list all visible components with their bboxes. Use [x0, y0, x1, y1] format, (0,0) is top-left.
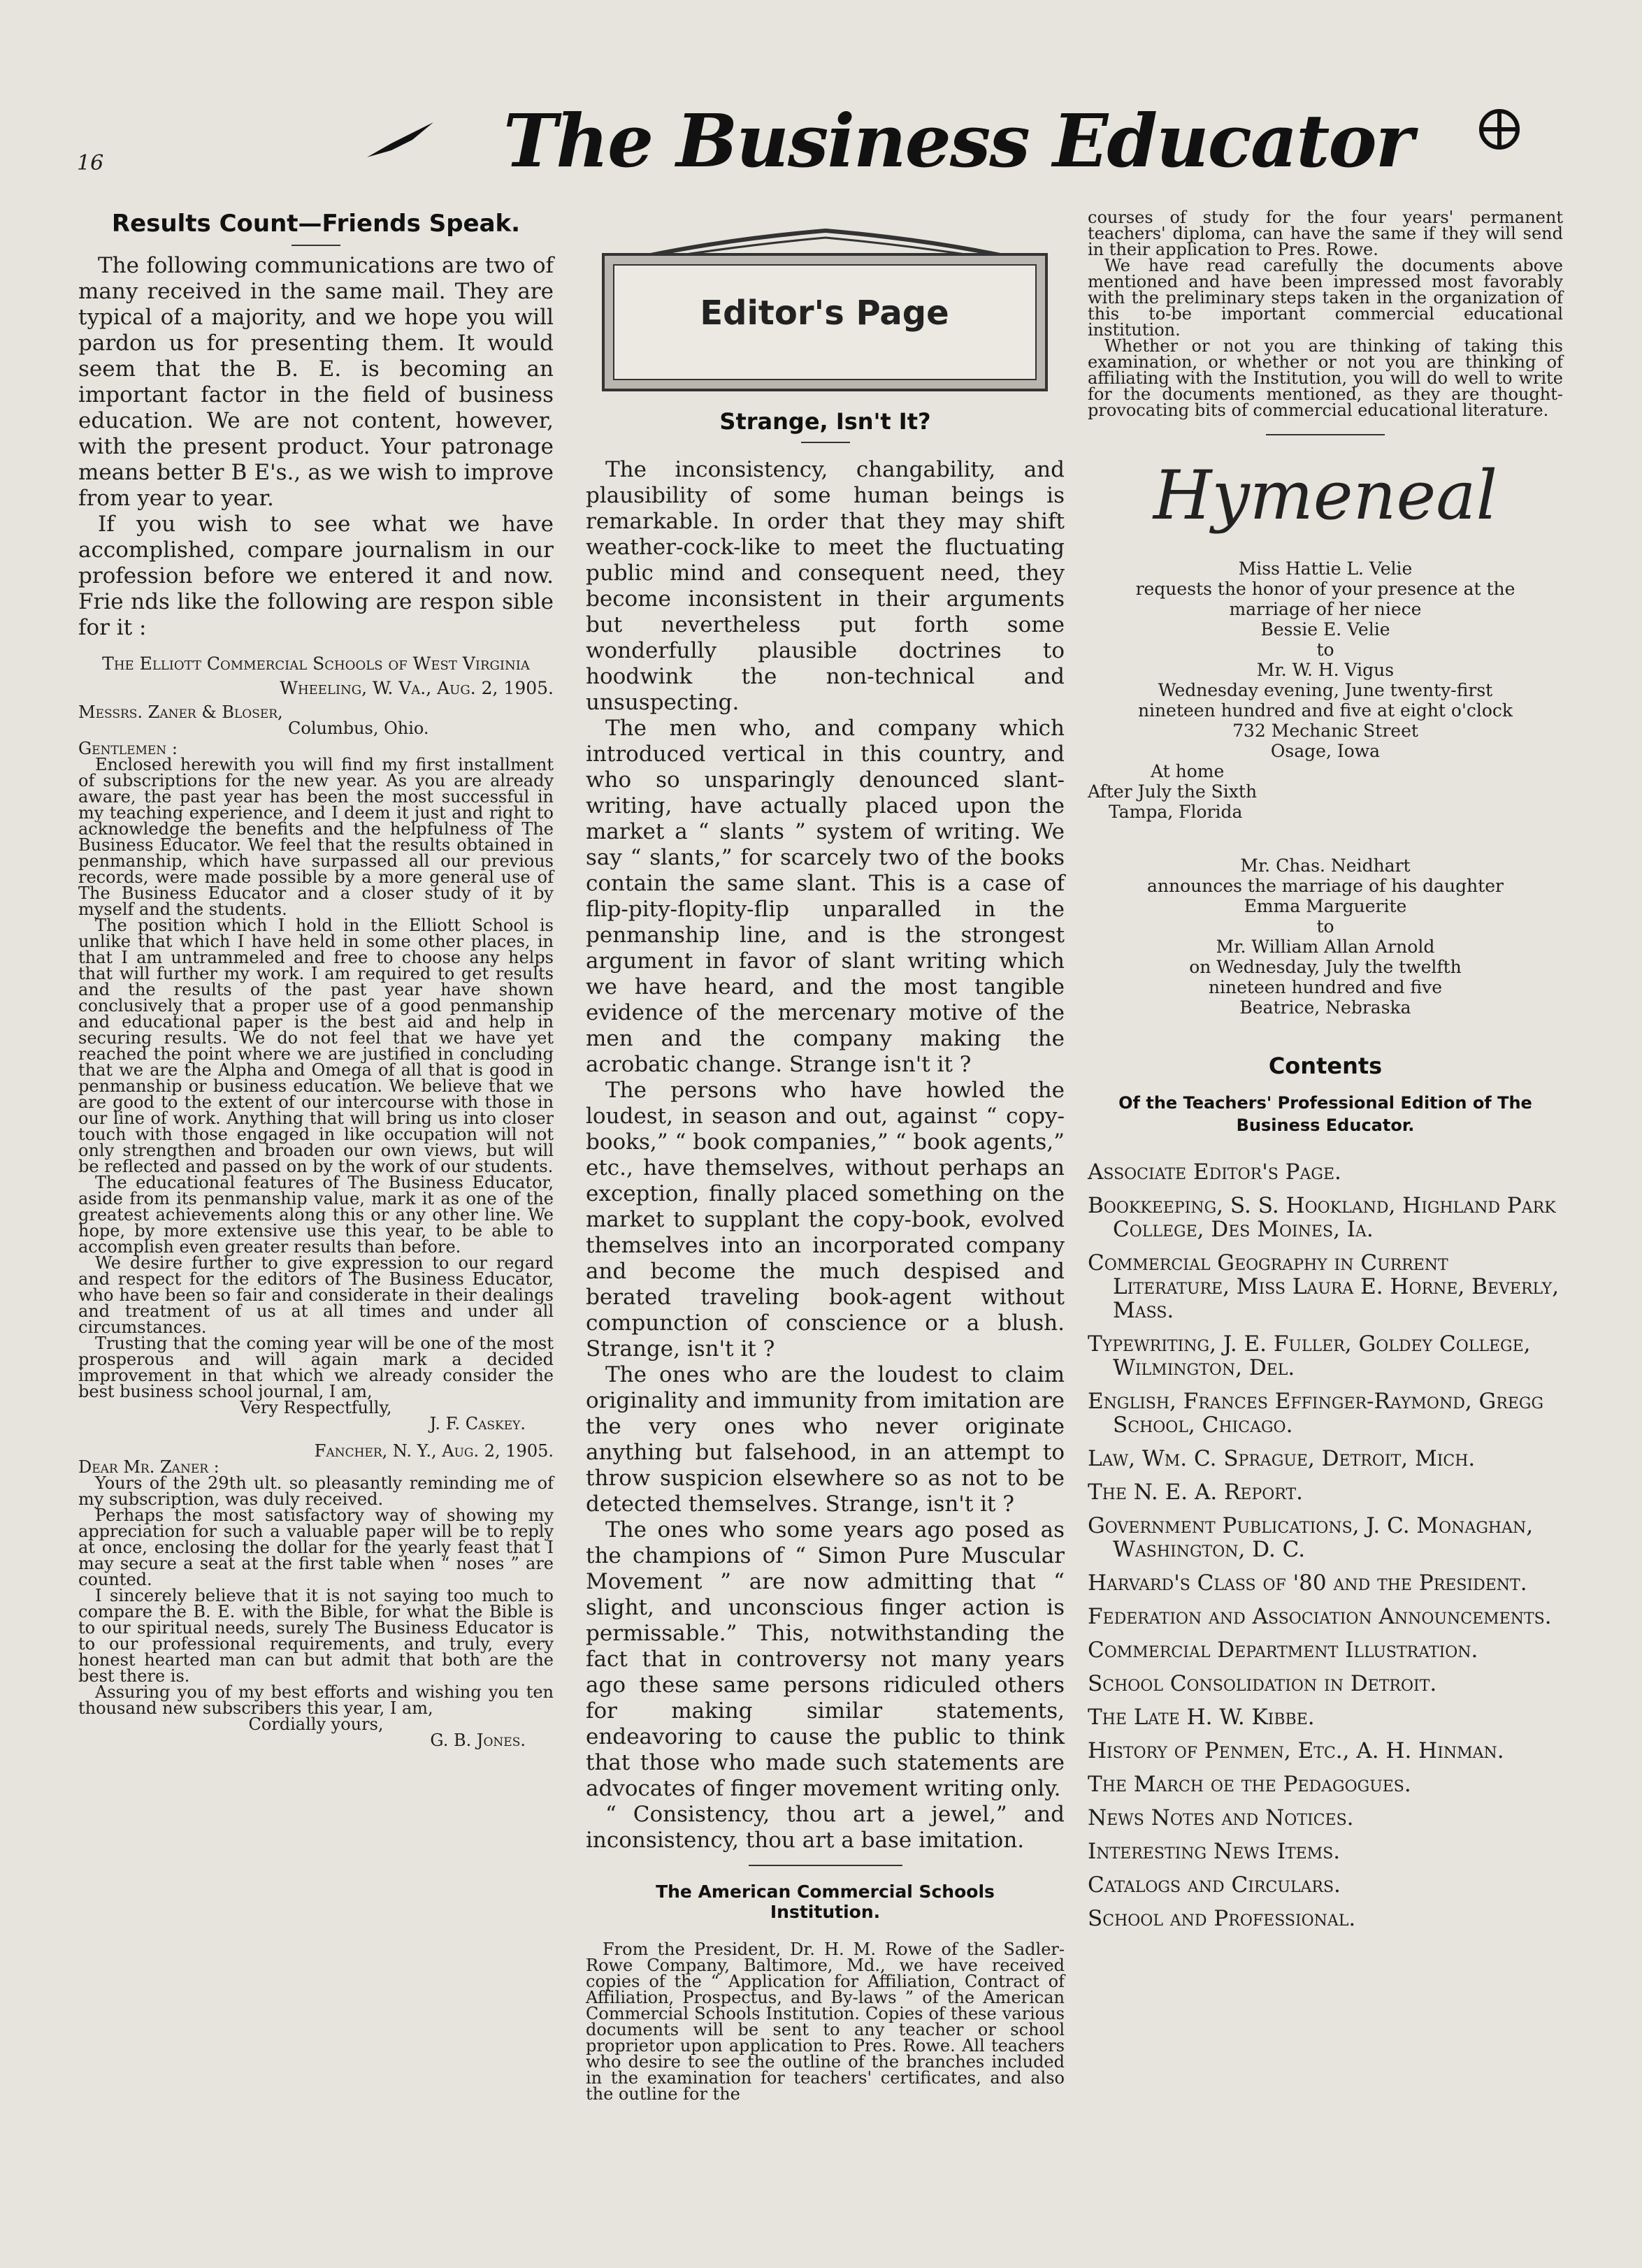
strange-paragraph: The ones who are the loudest to claim originality and immunity from imitation are the very ones who never originate anything but falsehood, in an attempt to throw suspicion elsewhere so as not to be detected themselves. Strange, isn't it ?	[586, 1362, 1065, 1517]
announcement-line: nineteen hundred and five at eight o'clock	[1137, 700, 1513, 721]
contents-item: Interesting News Items.	[1088, 1839, 1341, 1864]
letter1-signature: J. F. Caskey.	[429, 1414, 526, 1433]
announcement-line: nineteen hundred and five	[1208, 977, 1443, 997]
page-number: 16	[77, 151, 104, 175]
hymeneal-heading: Hymeneal	[1153, 456, 1498, 535]
letter1-salutation: Gentlemen :	[78, 739, 178, 758]
announcement-line: Tampa, Florida	[1109, 802, 1243, 822]
contents-list	[1088, 1160, 1563, 1930]
announcement-line: Bessie E. Velie	[1260, 619, 1390, 640]
quill-icon	[363, 119, 440, 161]
contents-item: Bookkeeping, S. S. Hookland, Highland Park College, Des Moines, Ia.	[1088, 1193, 1556, 1242]
letter1-paragraph: We desire further to give expression to our regard and respect for the editors of The Business Educator, who have been so fair and considerate in their dealings and treatment of us at all times and under all circumstances.	[78, 1253, 554, 1337]
contents-item: Government Publications, J. C. Monaghan, Washington, D. C.	[1088, 1513, 1534, 1562]
letter1-paragraph: Enclosed herewith you will find my first installment of subscriptions for the new year. As you are already aware, the past year has been the most successful in my teaching experience, and I deem it just and right to acknowledge the benefits and the helpfulness of The Business Educator. We feel that the results obtained in penmanship, which have surpassed all our previous records, were made possible by a more general use of The Business Educator and a closer study of it by myself and the students.	[78, 755, 554, 919]
aci-paragraph: We have read carefully the documents above mentioned and have been impressed most favorably with the preliminary steps taken in the organization of this to-be important commercial educational institution.	[1088, 256, 1563, 340]
strange-paragraph: The persons who have howled the loudest, in season and out, against “ copy-books,” “ book companies,” “ book agents,” etc., have themselves, without perhaps an exception, finally placed something on the market to supplant the copy-book, evolved themselves into an incorporated company and become the much despised and berated traveling book-agent without compunction of conscience or a blush. Strange, isn't it ?	[586, 1078, 1065, 1361]
announcement-line: Osage, Iowa	[1270, 741, 1381, 761]
letter1-org: The Elliott Commercial Schools of West Virginia	[102, 653, 530, 674]
strange-paragraph: The inconsistency, changability, and plausibility of some human beings is remarkable. In order that they may shift weather-cock-like to meet the fluctuating public mind and consequent need, they become inconsistent in their arguments but nevertheless put forth some wonderfully plausible doctrines to hoodwink the non-technical and unsuspecting.	[586, 457, 1065, 715]
wedding-announcement-velie	[1088, 558, 1563, 822]
letter1-close: Very Respectfully,	[240, 1398, 392, 1417]
announcement-line: Mr. W. H. Vigus	[1256, 660, 1395, 680]
editor-page-label: Editor's Page	[700, 294, 949, 333]
contents-item: Federation and Association Announcements.	[1088, 1604, 1552, 1629]
letter2-place: Fancher, N. Y., Aug. 2, 1905.	[314, 1441, 554, 1461]
strange-paragraph: “ Consistency, thou art a jewel,” and inconsistency, thou art a base imitation.	[586, 1802, 1065, 1853]
column-results	[78, 210, 554, 1749]
contents-item: Associate Editor's Page.	[1088, 1160, 1341, 1185]
contents-item: The N. E. A. Report.	[1088, 1480, 1304, 1505]
contents-item: Catalogs and Circulars.	[1088, 1872, 1341, 1898]
announcement-line: After July the Sixth	[1088, 781, 1258, 802]
contents-item: Commercial Geography in Current Literature, Miss Laura E. Horne, Beverly, Mass.	[1088, 1250, 1560, 1323]
strange-paragraph: The ones who some years ago posed as the champions of “ Simon Pure Muscular Movement ” are now admitting that “ slight, and unconscious finger action is permissable.” This, notwithstanding the fact that in controversy not many years ago these same persons ridiculed others for making similar statements, endeavoring to cause the public to think that those who made such statements are advocates of finger movement writing only.	[586, 1517, 1065, 1801]
announcement-line: Miss Hattie L. Velie	[1238, 558, 1413, 579]
contents-item: School Consolidation in Detroit.	[1088, 1671, 1437, 1696]
aci-paragraph: From the President, Dr. H. M. Rowe of the Sadler-Rowe Company, Baltimore, Md., we have received copies of the “ Application for Affiliation, Contract of Affiliation, Prospectus, and By-laws ” of the American Commercial Schools Institution. Copies of these various documents will be sent to any teacher or school proprietor upon application to Pres. Rowe. All teachers who desire to see the outline of the branches included in the examination for teachers' certificates, and also the outline for the	[586, 1940, 1065, 2104]
announcement-line: Emma Marguerite	[1244, 896, 1407, 916]
letter1-to: Messrs. Zaner & Bloser,	[78, 702, 283, 722]
letter2-salutation: Dear Mr. Zaner :	[78, 1457, 219, 1477]
contents-item: Commercial Department Illustration.	[1088, 1638, 1478, 1663]
contents-heading: Contents	[1268, 1053, 1383, 1079]
announcement-line: Mr. Chas. Neidhart	[1240, 855, 1411, 876]
letter1-paragraph: The position which I hold in the Elliott School is unlike that which I have held in some other places, in that I am untrammeled and free to choose any helps that will further my work. I am required to get results and the results of the past year have shown conclusively that a proper use of a good penmanship and educational paper is the best aid and help in securing results. We do not feel that we have yet reached the point where we are justified in concluding that we are the Alpha and Omega of all that is good in penmanship or business education. We believe that we are good to the extent of our intercourse with those in our line of work. Anything that will bring us into closer touch with those engaged in like occupation will not only strengthen and broaden our own views, but will be reflected and passed on by the work of our students.	[78, 916, 554, 1176]
letter2-paragraph: Assuring you of my best efforts and wishing you ten thousand new subscribers this year, I am,	[78, 1682, 554, 1718]
wedding-announcement-neidhart	[1088, 855, 1563, 1018]
announcement-line: At home	[1151, 761, 1225, 781]
aci-continued: courses of study for the four years' permanent teachers' diploma, can have the same if they will send in their application to Pres. Rowe.	[1088, 208, 1563, 259]
results-heading: Results Count—Friends Speak.	[111, 210, 521, 238]
strange-paragraph: The men who, and company which introduced vertical in this country, and who so unsparingly denounced slant-writing, have actually placed upon the market a “ slants ” system of writing. We say “ slants,” for scarcely two of the books contain the same slant. This is a case of flip-pity-flopity-flip unparalled in the penmanship line, and is the strongest argument in favor of slant writing which we have heard, and the most tangible evidence of the mercenary motive of the men and the company making the acrobatic change. Strange isn't it ?	[586, 716, 1065, 1077]
strange-heading: Strange, Isn't It?	[719, 408, 931, 435]
contents-item: The Late H. W. Kibbe.	[1088, 1705, 1315, 1730]
letter2-paragraph: Yours of the 29th ult. so pleasantly reminding me of my subscription, was duly received.	[78, 1473, 554, 1509]
aci-heading: The American Commercial Schools Institution.	[656, 1881, 995, 1922]
contents-item: School and Professional.	[1088, 1906, 1356, 1931]
contents-item: Law, Wm. C. Sprague, Detroit, Mich.	[1088, 1446, 1476, 1471]
announcement-line: requests the honor of your presence at the	[1135, 579, 1515, 599]
letter2-paragraph: Perhaps the most satisfactory way of showing my appreciation for such a valuable paper will be to reply at once, enclosing the dollar for the yearly feast that I may secure a seat at the first table when “ noses ” are counted.	[78, 1505, 554, 1589]
announcement-line: Wednesday evening, June twenty-first	[1158, 680, 1493, 700]
contents-item: Typewriting, J. E. Fuller, Goldey College, Wilmington, Del.	[1088, 1331, 1531, 1380]
announcement-line: announces the marriage of his daughter	[1146, 876, 1504, 896]
masthead	[363, 98, 1552, 182]
letter2-close: Cordially yours,	[248, 1714, 384, 1734]
contents-subheading: Of the Teachers' Professional Edition of The Business Educator.	[1118, 1093, 1532, 1135]
results-intro-1: The following communications are two of many received in the same mail. They are typical of a majority, and we hope you will pardon us for presenting them. It would seem that the B. E. is becoming an important factor in the field of business education. We are not content, however, with the present product. Your patronage means better B E's., as we wish to improve from year to year.	[78, 253, 554, 511]
column-right	[1088, 210, 1563, 1940]
letter1-place: Wheeling, W. Va., Aug. 2, 1905.	[280, 678, 554, 698]
announcement-line: to	[1316, 916, 1334, 937]
announcement-line: Beatrice, Nebraska	[1239, 997, 1411, 1018]
results-intro-2: If you wish to see what we have accomplished, compare journalism in our profession before we entered it and now. Frie nds like the following are respon sible for it :	[78, 512, 554, 640]
contents-item: Harvard's Class of '80 and the President.	[1088, 1570, 1527, 1596]
contents-item: News Notes and Notices.	[1088, 1805, 1354, 1830]
announcement-line: to	[1316, 640, 1334, 660]
letter2-paragraph: I sincerely believe that it is not saying too much to compare the B. E. with the Bible, for what the Bible is to our spiritual needs, surely The Business Educator is to our professional requirements, and truly, every honest hearted man can but admit that both are the best there is.	[78, 1586, 554, 1686]
letter1-paragraph: The educational features of The Business Educator, aside from its penmanship value, mark it as one of the greatest achievements along this or any other line. We hope, by more extensive use this year, to be able to accomplish even greater results than before.	[78, 1173, 554, 1257]
contents-item: The March oe the Pedagogues.	[1088, 1772, 1411, 1797]
letter1-to-city: Columbus, Ohio.	[288, 718, 429, 738]
contents-item: English, Frances Effinger-Raymond, Gregg School, Chicago.	[1088, 1389, 1544, 1438]
masthead-title: The Business Educator	[503, 98, 1413, 184]
announcement-line: marriage of her niece	[1229, 599, 1422, 619]
column-editor	[586, 210, 1065, 2102]
announcement-line: 732 Mechanic Street	[1232, 721, 1418, 741]
letter1-paragraph: Trusting that the coming year will be one of the most prosperous and will again mark a decided improvement in that which we already consider the best business school journal, I am,	[78, 1334, 554, 1401]
announcement-line: Mr. William Allan Arnold	[1216, 937, 1435, 957]
editor-page-box	[602, 225, 1049, 393]
letter2-signature: G. B. Jones.	[430, 1731, 526, 1750]
contents-item: History of Penmen, Etc., A. H. Hinman.	[1088, 1738, 1504, 1763]
announcement-line: on Wednesday, July the twelfth	[1189, 957, 1462, 977]
aci-paragraph: Whether or not you are thinking of taking this examination, or whether or not you are thinking of affiliating with the Institution, you will do well to write for the documents mentioned, as they are thought-provocating bits of commercial educational literature.	[1088, 336, 1563, 420]
ornament-icon	[1475, 105, 1524, 154]
